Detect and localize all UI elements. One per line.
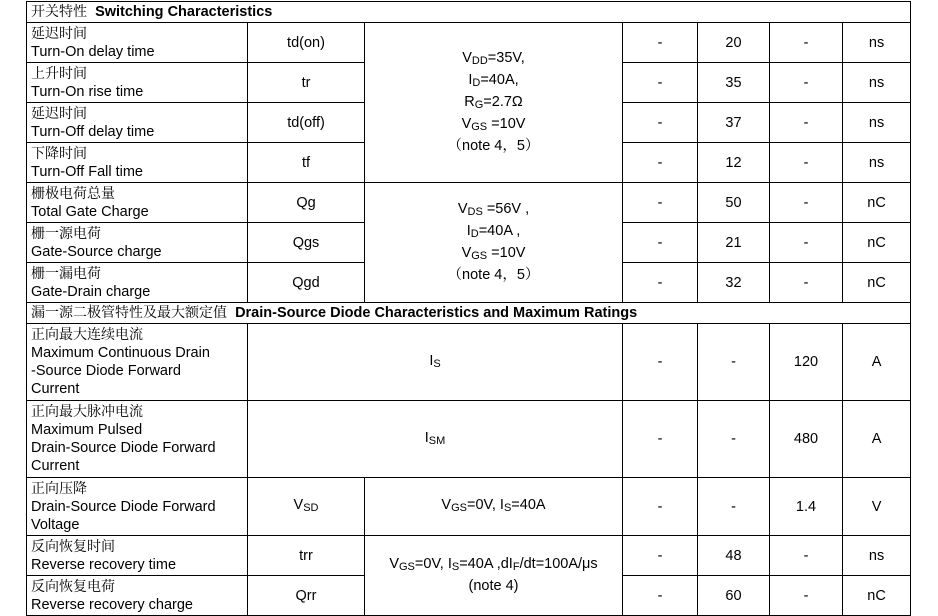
symbol: tr	[248, 63, 365, 103]
min-value: -	[623, 478, 698, 536]
unit: nC	[843, 183, 911, 223]
parameter-name: 正向最大脉冲电流 Maximum Pulsed Drain-Source Diode Forward Current	[27, 401, 248, 478]
cond-line: $I_D=40A$,	[468, 72, 519, 89]
max-value: -	[770, 103, 843, 143]
typ-value: 50	[698, 183, 770, 223]
cond-line: （note 4，5）	[447, 138, 540, 154]
parameter-name: 正向压降 Drain-Source Diode Forward Voltage	[27, 478, 248, 536]
min-value: -	[623, 223, 698, 263]
unit: ns	[843, 103, 911, 143]
min-value: -	[623, 401, 698, 478]
max-value: -	[770, 263, 843, 303]
min-value: -	[623, 143, 698, 183]
cond-line: $R_G=2.7\Omega$	[464, 94, 523, 111]
max-value: -	[770, 143, 843, 183]
typ-value: -	[698, 324, 770, 401]
parameter-name: 栅极电荷总量 Total Gate Charge	[27, 183, 248, 223]
max-value: -	[770, 63, 843, 103]
test-condition-reverse-recovery	[365, 536, 623, 616]
unit: A	[843, 401, 911, 478]
max-value: 1.4	[770, 478, 843, 536]
symbol: $I_S$	[248, 324, 623, 401]
cond-line: $V_{GS}=0V$, $I_S=40A$ $,dI_F/dt=100A/\mu s$	[389, 556, 598, 573]
min-value: -	[623, 263, 698, 303]
parameter-name: 延迟时间 Turn-On delay time	[27, 23, 248, 63]
cond-line: $V_{GS} =10V$	[461, 116, 526, 133]
parameter-name: 栅一源电荷 Gate-Source charge	[27, 223, 248, 263]
symbol: Qgd	[248, 263, 365, 303]
max-value: -	[770, 223, 843, 263]
cond-line: $I_D=40A$ ,	[466, 223, 521, 240]
unit: nC	[843, 223, 911, 263]
table-row	[27, 478, 911, 536]
cond-line: $V_{DD}=35V$,	[462, 50, 525, 67]
symbol: Qrr	[248, 576, 365, 616]
max-value: -	[770, 183, 843, 223]
unit: V	[843, 478, 911, 536]
symbol: td(off)	[248, 103, 365, 143]
symbol: tf	[248, 143, 365, 183]
min-value: -	[623, 576, 698, 616]
unit: nC	[843, 576, 911, 616]
parameter-name: 下降时间 Turn-Off Fall time	[27, 143, 248, 183]
section-title-en: Switching Characteristics	[95, 4, 273, 20]
typ-value: 48	[698, 536, 770, 576]
max-value: -	[770, 23, 843, 63]
cond-line: $V_{DS} =56V$ ,	[457, 201, 530, 218]
max-value: 120	[770, 324, 843, 401]
max-value: -	[770, 576, 843, 616]
section-title-cn: 开关特性	[31, 4, 87, 20]
parameter-name: 正向最大连续电流 Maximum Continuous Drain -Source Diode Forward Current	[27, 324, 248, 401]
test-condition-vsd: $V_{GS}=0V$, $I_S=40A$	[365, 478, 623, 536]
symbol: $V_{SD}$	[248, 478, 365, 536]
typ-value: 21	[698, 223, 770, 263]
typ-value: -	[698, 401, 770, 478]
typ-value: 37	[698, 103, 770, 143]
section-header-diode	[27, 303, 911, 324]
min-value: -	[623, 63, 698, 103]
typ-value: 20	[698, 23, 770, 63]
typ-value: -	[698, 478, 770, 536]
characteristics-table	[26, 1, 911, 616]
parameter-name: 延迟时间 Turn-Off delay time	[27, 103, 248, 143]
cond-line: （note 4，5）	[447, 267, 540, 283]
unit: nC	[843, 263, 911, 303]
min-value: -	[623, 324, 698, 401]
section-title-en: Drain-Source Diode Characteristics and Maximum Ratings	[235, 305, 638, 321]
test-condition-gate-charge	[365, 183, 623, 303]
typ-value: 32	[698, 263, 770, 303]
parameter-name: 上升时间 Turn-On rise time	[27, 63, 248, 103]
symbol: Qg	[248, 183, 365, 223]
table-row	[27, 23, 911, 63]
symbol: Qgs	[248, 223, 365, 263]
min-value: -	[623, 23, 698, 63]
typ-value: 60	[698, 576, 770, 616]
typ-value: 12	[698, 143, 770, 183]
typ-value: 35	[698, 63, 770, 103]
max-value: 480	[770, 401, 843, 478]
symbol: td(on)	[248, 23, 365, 63]
table-row	[27, 536, 911, 576]
cond-line: (note 4)	[468, 578, 519, 594]
section-title-cn: 漏一源二极管特性及最大额定值	[31, 305, 227, 321]
section-header-switching	[27, 2, 911, 23]
table-row	[27, 324, 911, 401]
symbol: $I_{SM}$	[248, 401, 623, 478]
min-value: -	[623, 536, 698, 576]
parameter-name: 栅一漏电荷 Gate-Drain charge	[27, 263, 248, 303]
unit: ns	[843, 536, 911, 576]
test-condition-switching	[365, 23, 623, 183]
table-row	[27, 183, 911, 223]
min-value: -	[623, 183, 698, 223]
unit: ns	[843, 23, 911, 63]
unit: ns	[843, 63, 911, 103]
unit: A	[843, 324, 911, 401]
min-value: -	[623, 103, 698, 143]
cond-line: $V_{GS} =10V$	[461, 245, 526, 262]
unit: ns	[843, 143, 911, 183]
parameter-name: 反向恢复电荷 Reverse recovery charge	[27, 576, 248, 616]
max-value: -	[770, 536, 843, 576]
symbol: trr	[248, 536, 365, 576]
parameter-name: 反向恢复时间 Reverse recovery time	[27, 536, 248, 576]
table-row	[27, 401, 911, 478]
